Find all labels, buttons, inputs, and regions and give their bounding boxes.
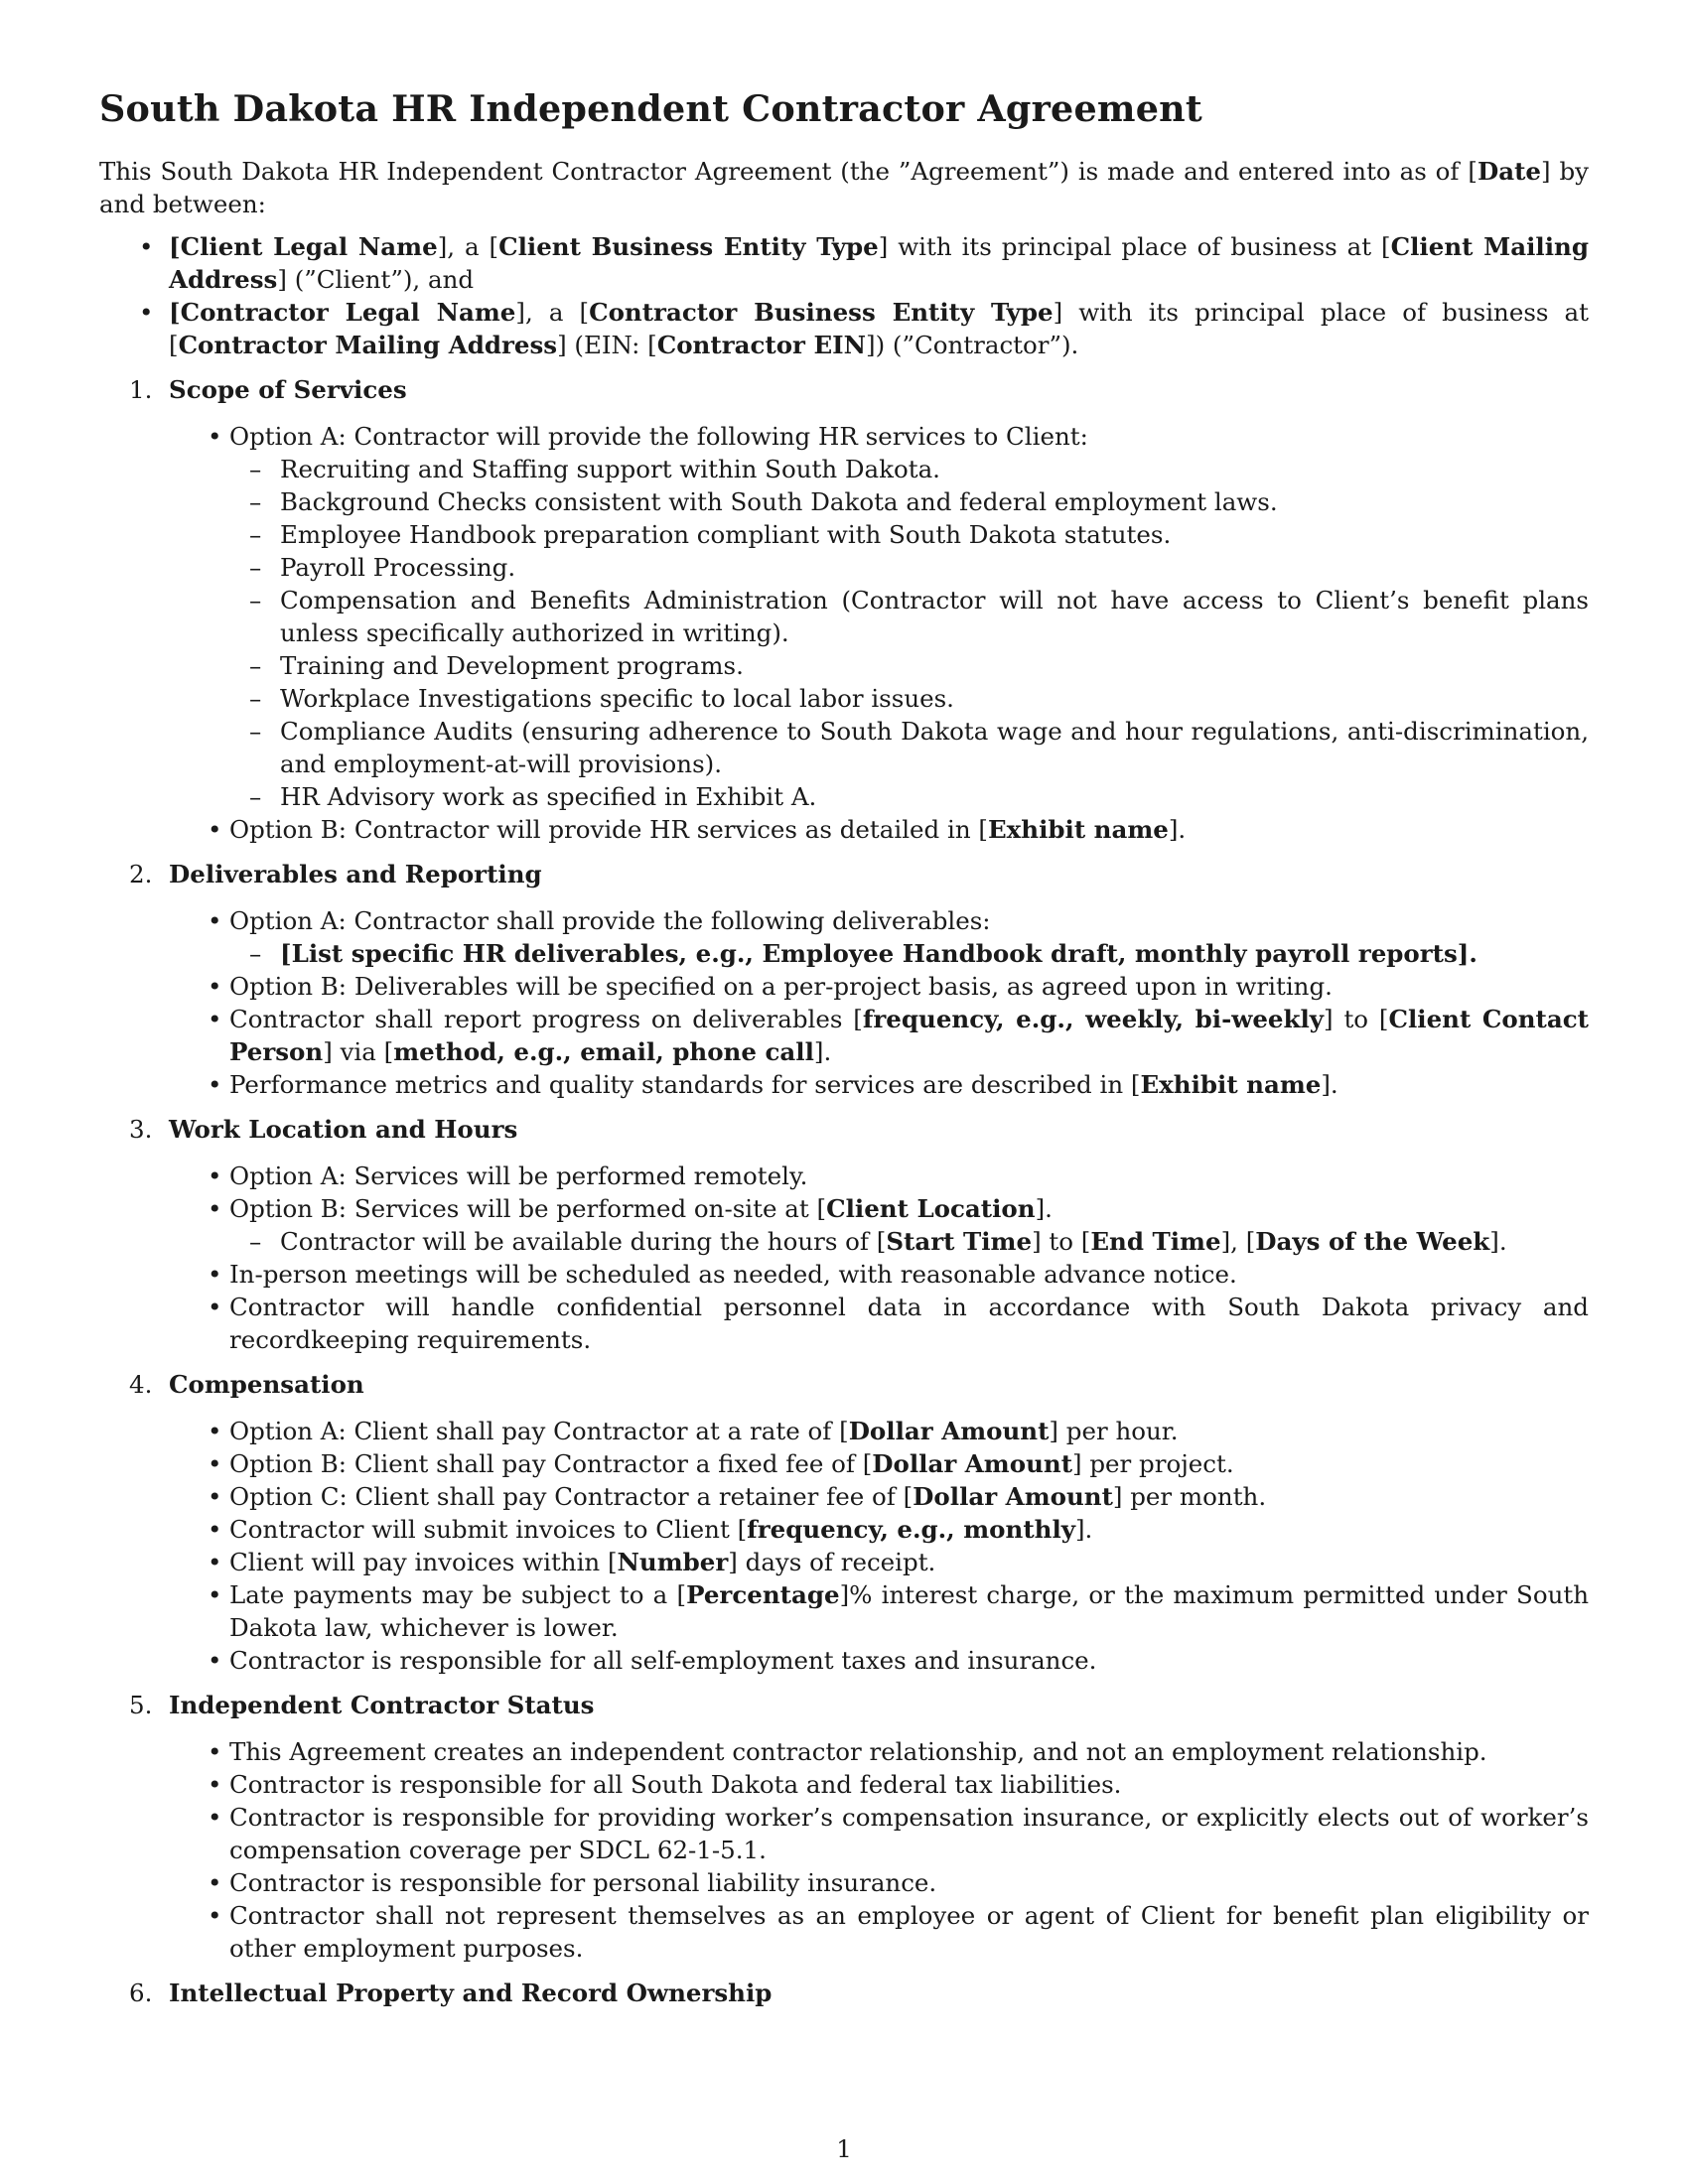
sub-item: – Compensation and Benefits Administration (Contractor will not have access to Client’s benefit plans unless specifically authorized in writing). <box>229 584 1589 649</box>
section-number: 2. <box>129 860 153 888</box>
list-item: • Contractor shall report progress on deliverables [frequency, e.g., weekly, bi-weekly] to [Client Contact Person] via [method, e.g., email, phone call]. <box>169 1003 1589 1068</box>
list-item: • Option A: Services will be performed remotely. <box>169 1160 1589 1192</box>
list-item: • Option C: Client shall pay Contractor a retainer fee of [Dollar Amount] per month. <box>169 1480 1589 1513</box>
section-number: 4. <box>129 1370 153 1399</box>
list-item: • Contractor is responsible for all South Dakota and federal tax liabilities. <box>169 1768 1589 1801</box>
sub-item: – Payroll Processing. <box>229 551 1589 584</box>
contractor-party: • [Contractor Legal Name], a [Contractor Business Entity Type] with its principal place of business at [Contractor Mailing Address] (EIN: [Contractor EIN]) (”Contractor”). <box>99 296 1589 361</box>
section-number: 6. <box>129 1979 153 2007</box>
list-item: • In-person meetings will be scheduled as needed, with reasonable advance notice. <box>169 1258 1589 1291</box>
intro-paragraph: This South Dakota HR Independent Contractor Agreement (the ”Agreement”) is made and entered into as of [Date] by and between: <box>99 157 1590 218</box>
section-independent-contractor-status <box>99 1689 1589 1965</box>
list-item: • Option B: Services will be performed on-site at [Client Location]. – Contractor will be available during the hours of [Start Time] to [End Time], [Days of the Week]. <box>169 1192 1589 1258</box>
list-item: • Option B: Deliverables will be specified on a per-project basis, as agreed upon in writing. <box>169 970 1589 1003</box>
section-intellectual-property <box>99 1977 1589 2009</box>
list-item: • Option A: Contractor will provide the following HR services to Client: – Recruiting and Staffing support within South Dakota. – Background Checks consistent with South Dakota and federal employment laws. – Employee Handbook preparation compliant with South Dakota statutes. – Payroll Processing. – Compensation and Benefits Administration (Contractor will not have access to Client’s benefit plans unless specifically authorized in writing). – Training and Development programs. – Workplace Investigations specific to local labor issues. – Compliance Audits (ensuring adherence to South Dakota wage and hour regulations, anti-discrimination, and employment-at-will provisions). – HR Advisory work as specified in Exhibit A. <box>169 420 1589 813</box>
list-item: • Contractor is responsible for all self-employment taxes and insurance. <box>169 1644 1589 1677</box>
sub-item: – Background Checks consistent with South Dakota and federal employment laws. <box>229 485 1589 518</box>
sub-item: – HR Advisory work as specified in Exhibit A. <box>229 780 1589 813</box>
list-item: • Late payments may be subject to a [Percentage]% interest charge, or the maximum permitted under South Dakota law, whichever is lower. <box>169 1578 1589 1644</box>
list-item: • This Agreement creates an independent contractor relationship, and not an employment relationship. <box>169 1735 1589 1768</box>
document-title: South Dakota HR Independent Contractor Agreement <box>99 87 1202 130</box>
section-scope-of-services <box>99 373 1589 846</box>
list-item: • Option A: Contractor shall provide the following deliverables: – [List specific HR deliverables, e.g., Employee Handbook draft, monthly payroll reports]. <box>169 904 1589 970</box>
section-number: 5. <box>129 1691 153 1719</box>
section-title: Deliverables and Reporting <box>169 860 542 888</box>
section-compensation <box>99 1368 1589 1677</box>
sub-item: – Recruiting and Staffing support within South Dakota. <box>229 453 1589 485</box>
list-item: • Contractor shall not represent themselves as an employee or agent of Client for benefit plan eligibility or other employment purposes. <box>169 1899 1589 1965</box>
sub-item: – Training and Development programs. <box>229 649 1589 682</box>
list-item: • Contractor will handle confidential personnel data in accordance with South Dakota privacy and recordkeeping requirements. <box>169 1291 1589 1356</box>
list-item: • Option A: Client shall pay Contractor at a rate of [Dollar Amount] per hour. <box>169 1415 1589 1447</box>
sub-item: – Contractor will be available during the hours of [Start Time] to [End Time], [Days of the Week]. <box>229 1225 1589 1258</box>
list-item: • Option B: Contractor will provide HR services as detailed in [Exhibit name]. <box>169 813 1589 846</box>
section-title: Scope of Services <box>169 375 407 404</box>
list-item: • Contractor will submit invoices to Client [frequency, e.g., monthly]. <box>169 1513 1589 1546</box>
list-item: • Performance metrics and quality standards for services are described in [Exhibit name]. <box>169 1068 1589 1101</box>
sub-item: – Workplace Investigations specific to local labor issues. <box>229 682 1589 715</box>
section-work-location-and-hours <box>99 1113 1589 1356</box>
sub-item: – Employee Handbook preparation compliant with South Dakota statutes. <box>229 518 1589 551</box>
list-item: • Option B: Client shall pay Contractor a fixed fee of [Dollar Amount] per project. <box>169 1447 1589 1480</box>
page-number: 1 <box>836 2134 852 2163</box>
client-party: • [Client Legal Name], a [Client Business Entity Type] with its principal place of business at [Client Mailing Address] (”Client”), and <box>99 230 1589 296</box>
list-item: • Contractor is responsible for providing worker’s compensation insurance, or explicitly elects out of worker’s compensation coverage per SDCL 62-1-5.1. <box>169 1801 1589 1866</box>
document-page <box>99 87 1589 2023</box>
sub-item: – [List specific HR deliverables, e.g., Employee Handbook draft, monthly payroll reports]. <box>229 937 1589 970</box>
section-number: 3. <box>129 1115 153 1144</box>
list-item: • Contractor is responsible for personal liability insurance. <box>169 1866 1589 1899</box>
list-item: • Client will pay invoices within [Number] days of receipt. <box>169 1546 1589 1578</box>
parties-list <box>99 230 1589 361</box>
section-title: Intellectual Property and Record Ownership <box>169 1979 773 2007</box>
section-title: Work Location and Hours <box>169 1115 518 1144</box>
date-placeholder: Date <box>1477 157 1542 186</box>
section-title: Compensation <box>169 1370 364 1399</box>
section-number: 1. <box>129 375 153 404</box>
section-title: Independent Contractor Status <box>169 1691 595 1719</box>
sub-item: – Compliance Audits (ensuring adherence to South Dakota wage and hour regulations, anti-discrimination, and employment-at-will provisions). <box>229 715 1589 780</box>
sections-list <box>99 373 1589 2009</box>
section-deliverables-and-reporting <box>99 858 1589 1101</box>
